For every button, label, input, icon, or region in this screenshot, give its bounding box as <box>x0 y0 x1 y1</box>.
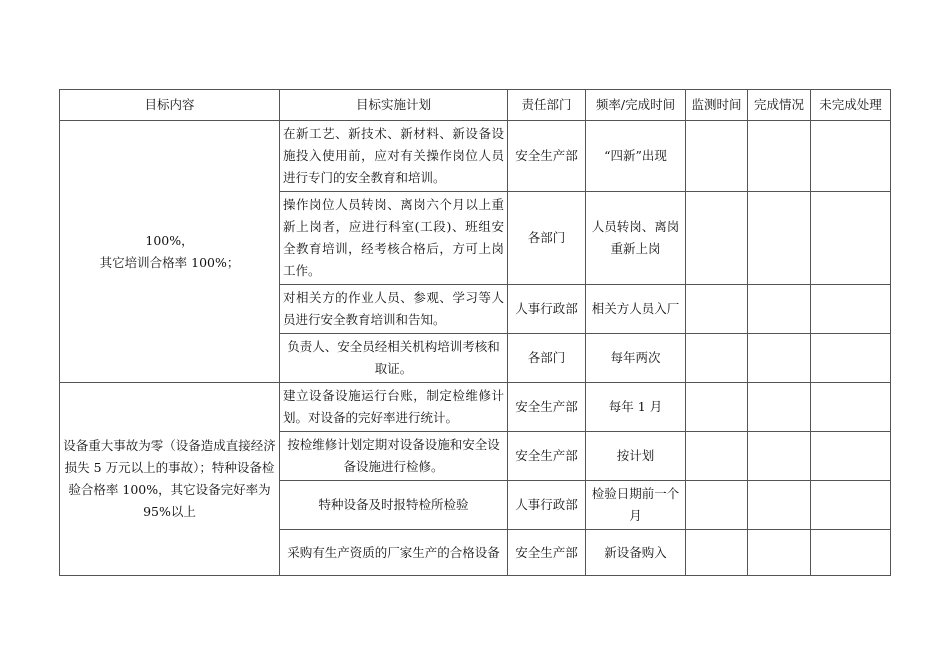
completion-cell <box>748 121 811 192</box>
completion-cell <box>748 285 811 334</box>
department-cell: 人事行政部 <box>508 481 586 530</box>
plan-cell: 对相关方的作业人员、参观、学习等人员进行安全教育培训和告知。 <box>280 285 508 334</box>
department-cell: 安全生产部 <box>508 383 586 432</box>
table-row <box>60 383 891 432</box>
plan-cell: 建立设备设施运行台账，制定检维修计划。对设备的完好率进行统计。 <box>280 383 508 432</box>
header-monitor-time: 监测时间 <box>686 90 748 121</box>
frequency-cell: 按计划 <box>586 432 686 481</box>
incomplete-handling-cell <box>811 383 891 432</box>
plan-cell: 按检维修计划定期对设备设施和安全设备设施进行检修。 <box>280 432 508 481</box>
monitor-time-cell <box>686 121 748 192</box>
monitor-time-cell <box>686 192 748 285</box>
monitor-time-cell <box>686 432 748 481</box>
department-cell: 各部门 <box>508 334 586 383</box>
frequency-cell: “四新”出现 <box>586 121 686 192</box>
plan-cell: 采购有生产资质的厂家生产的合格设备 <box>280 530 508 576</box>
completion-cell <box>748 383 811 432</box>
plan-cell: 在新工艺、新技术、新材料、新设备设施投入使用前，应对有关操作岗位人员进行专门的安全教育和培训。 <box>280 121 508 192</box>
header-incomplete-handling: 未完成处理 <box>811 90 891 121</box>
incomplete-handling-cell <box>811 285 891 334</box>
frequency-cell: 每年两次 <box>586 334 686 383</box>
goal-line: 其它培训合格率 100%； <box>99 254 240 270</box>
incomplete-handling-cell <box>811 334 891 383</box>
frequency-cell: 检验日期前一个月 <box>586 481 686 530</box>
header-plan: 目标实施计划 <box>280 90 508 121</box>
header-frequency: 频率/完成时间 <box>586 90 686 121</box>
department-cell: 安全生产部 <box>508 432 586 481</box>
frequency-cell: 人员转岗、离岗重新上岗 <box>586 192 686 285</box>
goal-plan-table <box>59 89 891 576</box>
goal-content-training <box>60 121 280 383</box>
frequency-cell: 相关方人员入厂 <box>586 285 686 334</box>
monitor-time-cell <box>686 285 748 334</box>
goal-line: 100%， <box>145 232 194 248</box>
department-cell: 安全生产部 <box>508 530 586 576</box>
plan-cell: 操作岗位人员转岗、离岗六个月以上重新上岗者，应进行科室(工段)、班组安全教育培训，经考核合格后，方可上岗工作。 <box>280 192 508 285</box>
monitor-time-cell <box>686 530 748 576</box>
frequency-cell: 每年 1 月 <box>586 383 686 432</box>
completion-cell <box>748 481 811 530</box>
incomplete-handling-cell <box>811 481 891 530</box>
monitor-time-cell <box>686 334 748 383</box>
table-row <box>60 121 891 192</box>
incomplete-handling-cell <box>811 121 891 192</box>
header-row <box>60 90 891 121</box>
header-department: 责任部门 <box>508 90 586 121</box>
frequency-cell: 新设备购入 <box>586 530 686 576</box>
goal-line: 设备重大事故为零（设备造成直接经济损失 5 万元以上的事故）；特种设备检验合格率 100%，其它设备完好率为 95%以上 <box>63 438 276 519</box>
incomplete-handling-cell <box>811 432 891 481</box>
goal-content-equipment <box>60 383 280 576</box>
incomplete-handling-cell <box>811 530 891 576</box>
header-completion: 完成情况 <box>748 90 811 121</box>
completion-cell <box>748 530 811 576</box>
department-cell: 人事行政部 <box>508 285 586 334</box>
plan-cell: 负责人、安全员经相关机构培训考核和取证。 <box>280 334 508 383</box>
completion-cell <box>748 334 811 383</box>
plan-cell: 特种设备及时报特检所检验 <box>280 481 508 530</box>
header-goal-content: 目标内容 <box>60 90 280 121</box>
monitor-time-cell <box>686 383 748 432</box>
completion-cell <box>748 432 811 481</box>
department-cell: 各部门 <box>508 192 586 285</box>
incomplete-handling-cell <box>811 192 891 285</box>
completion-cell <box>748 192 811 285</box>
department-cell: 安全生产部 <box>508 121 586 192</box>
monitor-time-cell <box>686 481 748 530</box>
